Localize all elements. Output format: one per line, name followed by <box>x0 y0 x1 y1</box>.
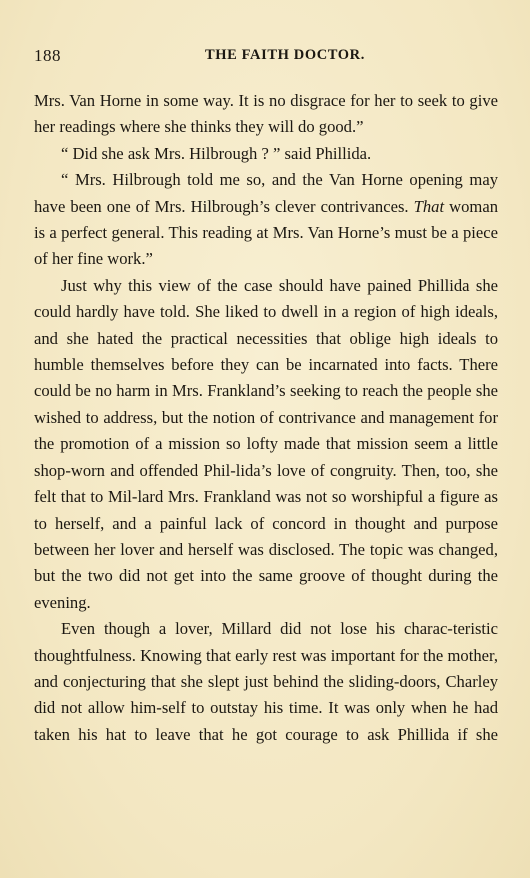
paragraph <box>34 141 498 167</box>
text-segment: Even though a lover, Millard did not lose his charac-teristic thoughtfulness. Knowing that early rest was important for the mother, and conjecturing that she slept just behind the sliding-doors, Charley did not allow him-self to outstay his time. It was only when he had taken his hat to leave that he got courage to ask Phillida if she <box>34 619 498 744</box>
text-segment: Just why this view of the case should have pained Phillida she could hardly have told. She liked to dwell in a region of high ideals, and she hated the practical necessities that oblige high ideals to humble themselves before they can be incarnated into facts. There could be no harm in Mrs. Frankland’s seeking to reach the people she wished to address, but the notion of contrivance and management for the promotion of a mission so lofty made that mission seem a little shop-worn and offended Phil-lida’s love of congruity. Then, too, she felt that to Mil-lard Mrs. Frankland was not so worshipful a figure as to herself, and a painful lack of concord in thought and purpose between her lover and herself was disclosed. The topic was changed, but the two did not get into the same groove of thought during the evening. <box>34 275 498 612</box>
page-number: 188 <box>34 46 61 65</box>
text-segment: “ Did she ask Mrs. Hilbrough ? ” said Phillida. <box>61 143 372 163</box>
running-head: THE FAITH DOCTOR. <box>205 47 365 63</box>
text-segment: woman is a perfect general. This reading at Mrs. Van Horne’s must be a piece of her fine work.” <box>34 196 498 269</box>
text-segment: Mrs. Van Horne in some way. It is no disgrace for her to seek to give her readings where she thinks they will do good.” <box>34 91 498 137</box>
paragraph <box>34 616 498 748</box>
body-text <box>34 88 498 748</box>
text-segment: “ Mrs. Hilbrough told me so, and the Van Horne opening may have been one of Mrs. Hilbrough’s clever contrivances. <box>34 170 498 216</box>
page-header <box>34 46 496 70</box>
paragraph <box>34 273 498 616</box>
paragraph <box>34 88 498 141</box>
paragraph <box>34 167 498 273</box>
italic-emphasis: That <box>413 196 445 216</box>
